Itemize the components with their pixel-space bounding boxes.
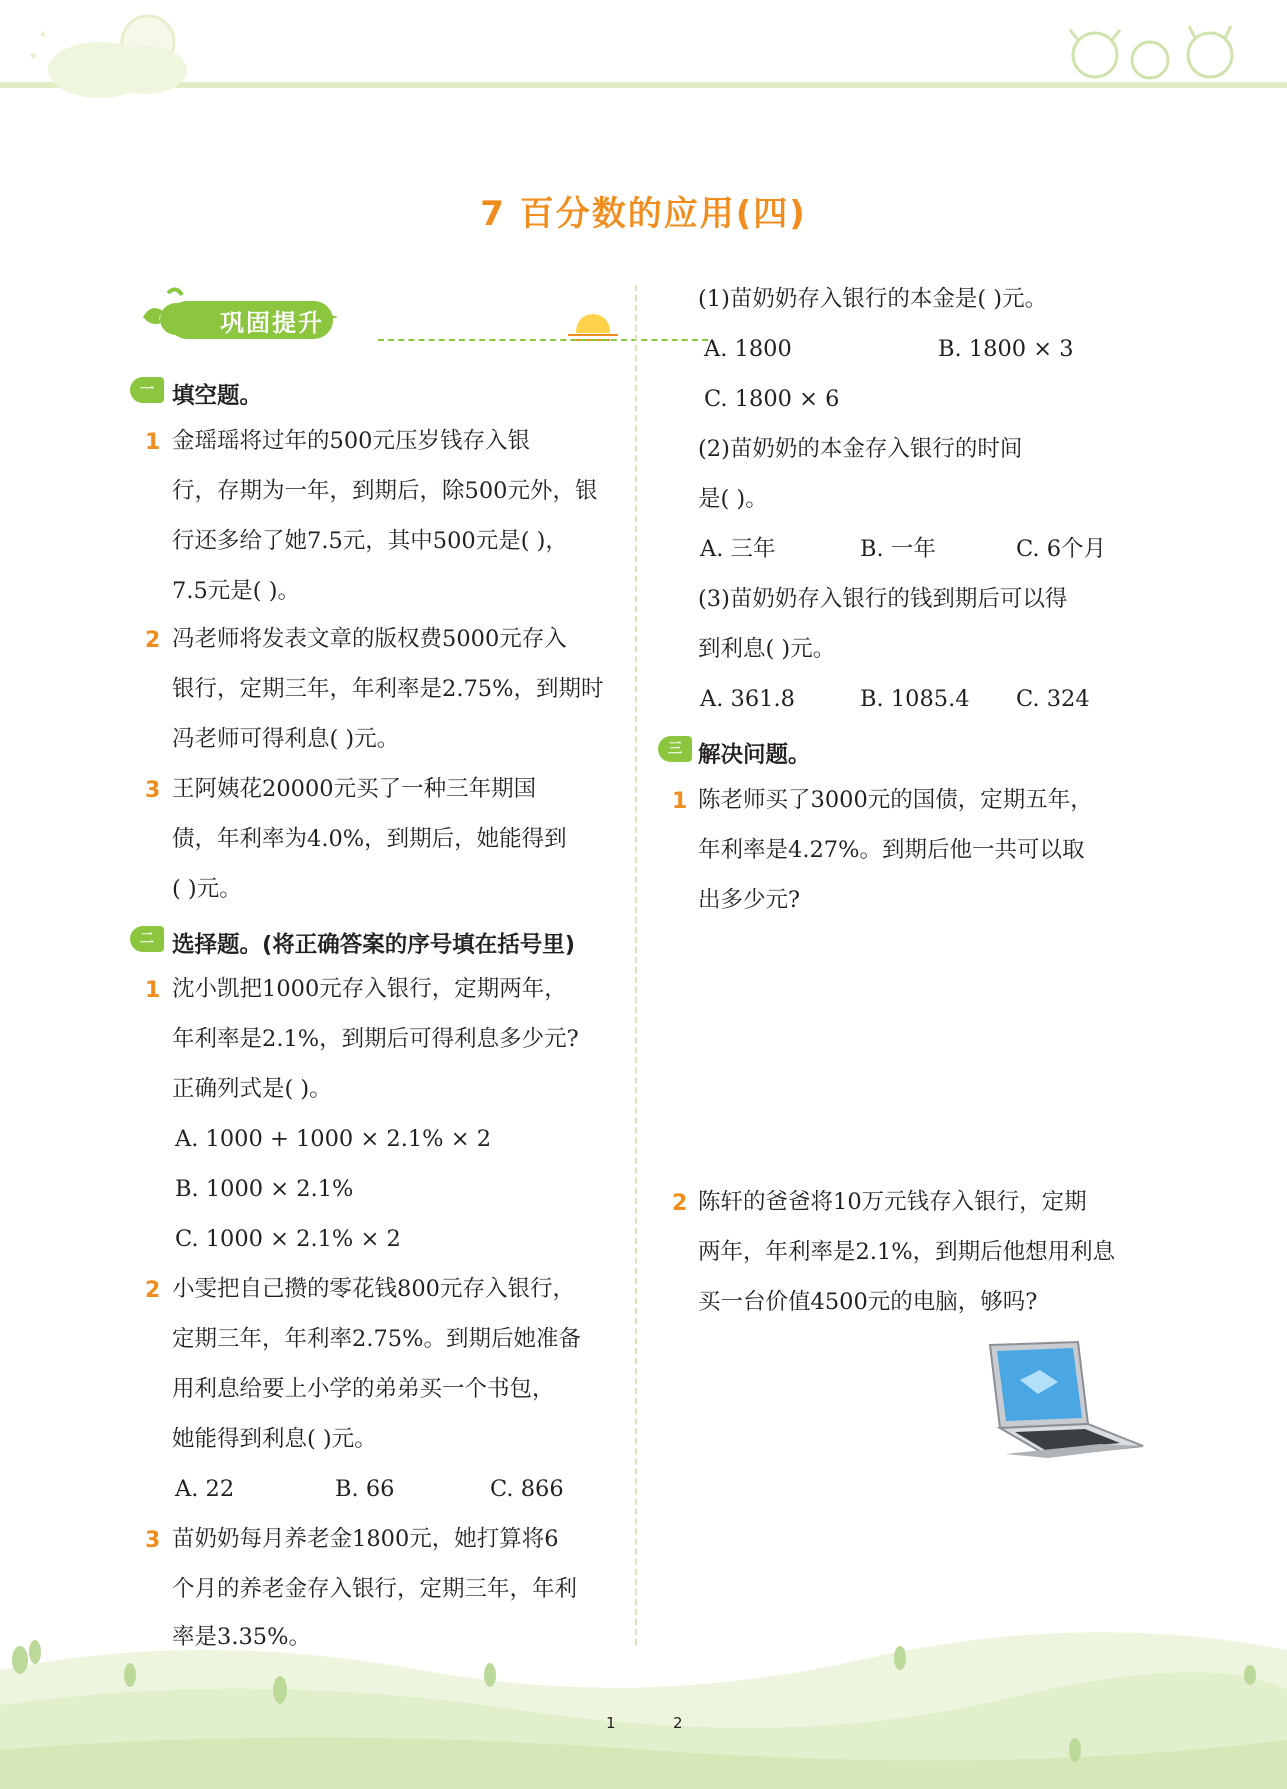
sub2-line: (2)苗奶奶的本金存入银行的时间 [698, 436, 1023, 462]
sub3-option: C. 324 [1016, 686, 1090, 712]
problem-q2-line: 买一台价值4500元的电脑，够吗? [698, 1289, 1038, 1315]
sub2-option: C. 6个月 [1016, 536, 1107, 562]
banner-label: 巩固提升 [220, 309, 324, 337]
sub2-option: B. 一年 [860, 536, 936, 562]
section-2-tag: 二 [130, 926, 164, 952]
section-2-heading: 选择题。(将正确答案的序号填在括号里) [172, 932, 576, 958]
problem-q2-line: 陈轩的爸爸将10万元钱存入银行，定期 [698, 1189, 1087, 1215]
sub1-option: B. 1800 × 3 [938, 336, 1074, 362]
sub3-option: A. 361.8 [700, 686, 795, 712]
laptop-icon [985, 1340, 1145, 1465]
choice-q2-option: C. 866 [490, 1476, 564, 1502]
fill-q1-line: 行还多给了她7.5元，其中500元是( )， [172, 528, 568, 554]
page-number-right: 2 [673, 1714, 683, 1732]
choice-q3-line: 率是3.35%。 [172, 1624, 311, 1650]
section-1-tag: 一 [130, 377, 164, 403]
choice-q3-line: 苗奶奶每月养老金1800元，她打算将6 [172, 1526, 559, 1552]
fill-q3-line: ( )元。 [172, 876, 242, 902]
choice-q3-line: 个月的养老金存入银行，定期三年，年利 [172, 1576, 578, 1602]
fill-q2-line: 银行，定期三年，年利率是2.75%，到期时 [172, 676, 604, 702]
fill-q1-line: 金瑶瑶将过年的500元压岁钱存入银 [172, 428, 530, 454]
fill-q1-line: 行，存期为一年，到期后，除500元外，银 [172, 478, 598, 504]
sub3-line: 到利息( )元。 [698, 636, 836, 662]
animal-faces-icon [1070, 26, 1232, 78]
section-3-tag: 三 [658, 736, 692, 762]
section-banner [138, 283, 623, 343]
fill-q1-number: 1 [145, 430, 161, 455]
sub1-text: (1)苗奶奶存入银行的本金是( )元。 [698, 286, 1048, 312]
choice-q1-option: B. 1000 × 2.1% [175, 1176, 354, 1202]
choice-q1-line: 正确列式是( )。 [172, 1076, 332, 1102]
problem-q1-line: 出多少元? [698, 887, 801, 913]
problem-q2-line: 两年，年利率是2.1%，到期后他想用利息 [698, 1239, 1116, 1265]
choice-q1-option: C. 1000 × 2.1% × 2 [175, 1226, 401, 1252]
choice-q2-line: 用利息给要上小学的弟弟买一个书包， [172, 1376, 555, 1402]
section-1-heading: 填空题。 [172, 383, 263, 409]
problem-q1-line: 年利率是4.27%。到期后他一共可以取 [698, 837, 1085, 863]
choice-q1-line: 沈小凯把1000元存入银行，定期两年， [172, 976, 567, 1002]
column-divider [635, 285, 637, 1645]
choice-q1-number: 1 [145, 978, 161, 1003]
whale-icon [138, 283, 623, 343]
sub1-option: A. 1800 [704, 336, 792, 362]
sub3-option: B. 1085.4 [860, 686, 970, 712]
fill-q1-line: 7.5元是( )。 [172, 578, 300, 604]
fill-q2-line: 冯老师将发表文章的版权费5000元存入 [172, 626, 567, 652]
choice-q1-option: A. 1000 + 1000 × 2.1% × 2 [175, 1126, 492, 1152]
banner-dashed-line [378, 339, 708, 341]
fill-q2-line: 冯老师可得利息( )元。 [172, 726, 400, 752]
choice-q2-option: A. 22 [175, 1476, 235, 1502]
sub2-option: A. 三年 [700, 536, 776, 562]
choice-q2-option: B. 66 [335, 1476, 395, 1502]
choice-q2-line: 她能得到利息( )元。 [172, 1426, 377, 1452]
fill-q3-line: 债，年利率为4.0%，到期后，她能得到 [172, 826, 567, 852]
fill-q3-line: 王阿姨花20000元买了一种三年期国 [172, 776, 537, 802]
choice-q2-number: 2 [145, 1278, 161, 1303]
sub2-line: 是( )。 [698, 486, 768, 512]
sub3-line: (3)苗奶奶存入银行的钱到期后可以得 [698, 586, 1068, 612]
page-title: 7 百分数的应用(四) [480, 194, 807, 234]
fill-q3-number: 3 [145, 778, 161, 803]
choice-q2-line: 小雯把自己攒的零花钱800元存入银行， [172, 1276, 575, 1302]
fill-q2-number: 2 [145, 628, 161, 653]
section-3-heading: 解决问题。 [698, 742, 811, 768]
problem-q1-number: 1 [672, 789, 688, 814]
page-number-left: 1 [606, 1714, 616, 1732]
choice-q2-line: 定期三年，年利率2.75%。到期后她准备 [172, 1326, 581, 1352]
choice-q3-number: 3 [145, 1528, 161, 1553]
top-decoration [0, 0, 1287, 120]
choice-q1-line: 年利率是2.1%，到期后可得利息多少元? [172, 1026, 579, 1052]
sub1-option: C. 1800 × 6 [704, 386, 840, 412]
bottom-landscape [0, 1630, 1287, 1789]
problem-q1-line: 陈老师买了3000元的国债，定期五年， [698, 787, 1093, 813]
problem-q2-number: 2 [672, 1191, 688, 1216]
